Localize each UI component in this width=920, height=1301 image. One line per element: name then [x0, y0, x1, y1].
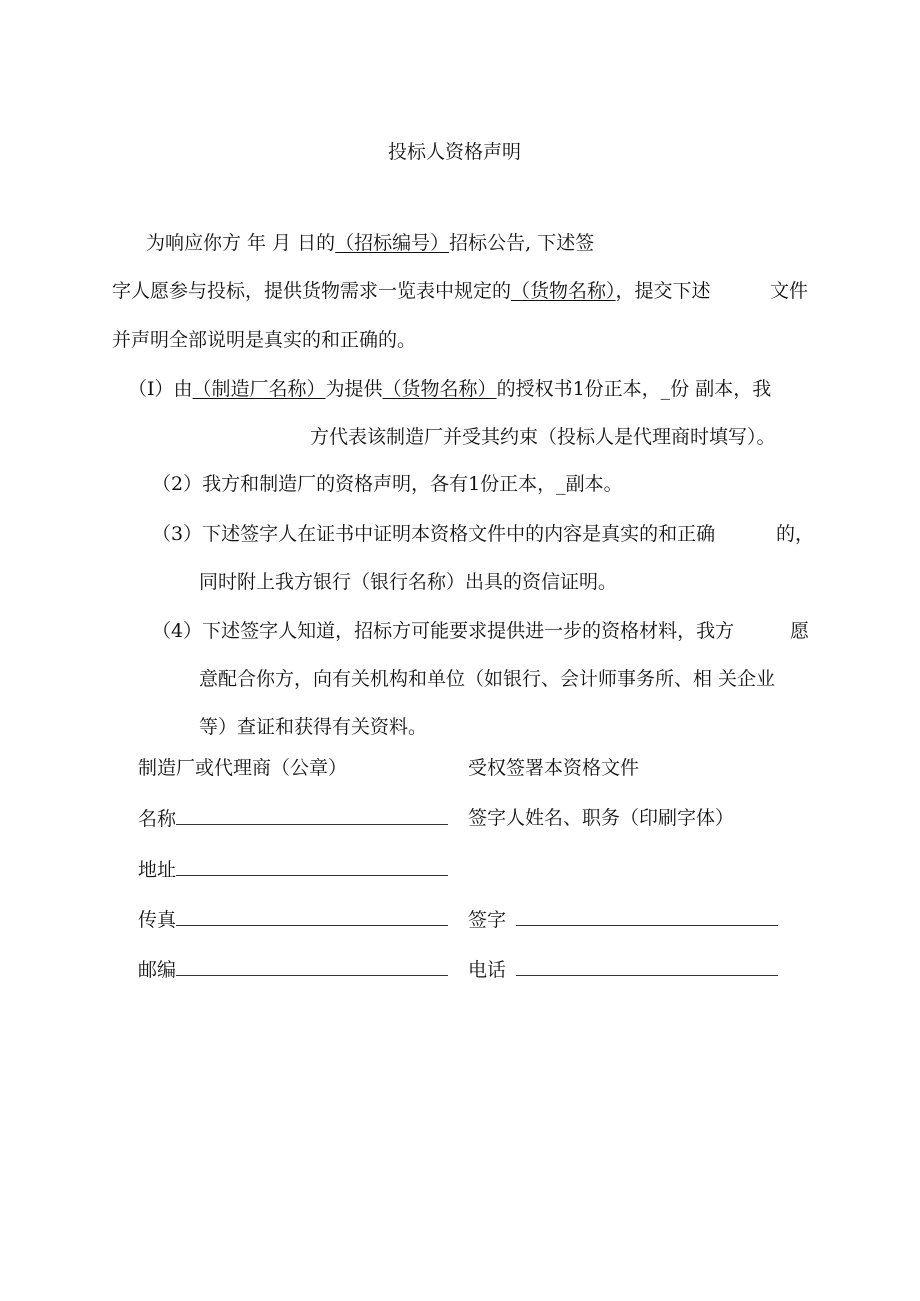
fax-row: [138, 907, 448, 932]
item-3-line-2: 同时附上我方银行（银行名称）出具的资信证明。: [199, 571, 618, 593]
item-3-line-1-end: 的，: [776, 523, 815, 545]
sign-fill-line: [516, 907, 778, 926]
item-text: 的授权书1份正本，_份 副本，我: [496, 378, 772, 400]
item-text: （I）由: [128, 378, 193, 400]
item-2: （2）我方和制造厂的资格声明，各有1份正本，_副本。: [152, 473, 623, 495]
item-1-line-2: 方代表该制造厂并受其约束（投标人是代理商时填写）。: [310, 426, 776, 448]
name-fill-line: [176, 806, 448, 825]
intro-text: 字人愿参与投标，提供货物需求一览表中规定的: [112, 280, 512, 302]
right-heading: 受权签署本资格文件: [468, 757, 640, 779]
fax-label: 传真: [138, 909, 177, 931]
sign-label: 签字: [468, 909, 507, 931]
phone-fill-line: [516, 957, 778, 976]
intro-text: ，提交下述: [615, 280, 711, 302]
item-1-line-1: [128, 377, 771, 401]
postcode-label: 邮编: [138, 959, 177, 981]
tender-number-placeholder: （招标编号）: [335, 232, 450, 254]
postcode-row: [138, 957, 448, 982]
name-label: 名称: [138, 808, 177, 830]
postcode-fill-line: [176, 957, 448, 976]
fax-fill-line: [176, 907, 448, 926]
item-4-line-1-end: 愿: [790, 620, 810, 642]
intro-text: 招标公告, 下述签: [449, 232, 595, 254]
address-fill-line: [176, 857, 448, 876]
item-4-line-2: 意配合你方，向有关机构和单位（如银行、会计师事务所、相 关企业: [199, 668, 776, 690]
address-row: [138, 857, 448, 882]
item-text: 为提供: [325, 378, 383, 400]
sign-row: [468, 907, 778, 932]
intro-line-3: 并声明全部说明是真实的和正确的。: [112, 329, 417, 351]
name-row: [138, 806, 448, 831]
goods-name-placeholder: （货物名称）: [511, 280, 616, 302]
document-title: 投标人资格声明: [388, 141, 522, 163]
item-4-line-1: （4）下述签字人知道，招标方可能要求提供进一步的资格材料，我方: [152, 620, 735, 642]
goods-name-placeholder: （货物名称）: [382, 378, 497, 400]
left-heading: 制造厂或代理商（公章）: [138, 757, 348, 779]
manufacturer-name-placeholder: （制造厂名称）: [192, 378, 326, 400]
intro-text: 为响应你方 年 月 日的: [146, 232, 336, 254]
signer-name-title-label: 签字人姓名、职务（印刷字体）: [468, 807, 735, 829]
intro-line-2: [112, 279, 711, 303]
item-3-line-1: （3）下述签字人在证书中证明本资格文件中的内容是真实的和正确: [152, 523, 716, 545]
phone-row: [468, 957, 778, 982]
intro-text: 文件: [770, 280, 809, 302]
intro-line-1: [146, 231, 594, 255]
address-label: 地址: [138, 859, 177, 881]
phone-label: 电话: [468, 959, 507, 981]
item-4-line-3: 等）查证和获得有关资料。: [199, 716, 428, 738]
